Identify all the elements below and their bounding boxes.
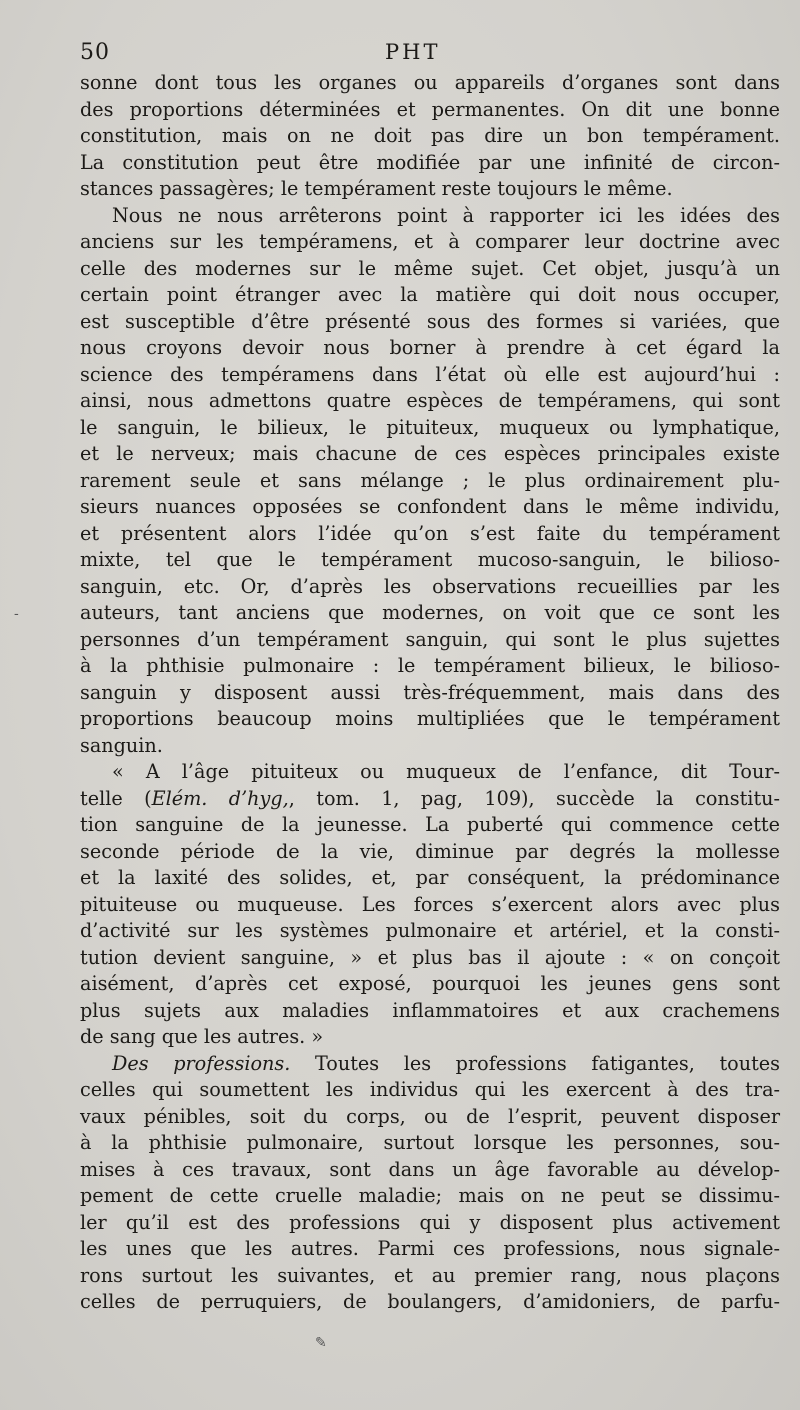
text-line: stances passagères; le tempérament reste toujours le même. (80, 177, 673, 200)
text-line: personnes d’un tempérament sanguin, qui sont le plus sujettes (80, 627, 780, 651)
ink-speck-mark: ✎ (315, 1335, 327, 1351)
text-line: de sang que les autres. » (80, 1025, 324, 1048)
text-line: constitution, mais on ne doit pas dire un bon tempérament. (80, 124, 780, 147)
text-line: sanguin y disposent aussi très-fréquemment, mais dans des (80, 680, 780, 704)
text-line: sanguin, etc. Or, d’après les observations recueillies par les (80, 574, 780, 598)
text-line: sanguin. (80, 733, 163, 757)
running-head: PHT (385, 40, 441, 64)
body-text (80, 70, 780, 1316)
text-line: pement de cette cruelle maladie; mais on ne peut se dissimu- (80, 1184, 780, 1207)
text-line (80, 1051, 780, 1078)
text-line: celle des modernes sur le même sujet. Cet objet, jusqu’à un (80, 256, 780, 280)
text-line: science des tempéramens dans l’état où elle est aujourd’hui : (80, 362, 780, 386)
text-line: à la phthisie pulmonaire : le tempérament bilieux, le bilioso- (80, 654, 780, 677)
text-line: d’activité sur les systèmes pulmonaire et artériel, et la consti- (80, 919, 780, 942)
text-line: ler qu’il est des professions qui y disposent plus activement (80, 1210, 780, 1234)
text-line: rarement seule et sans mélange ; le plus ordinairement plu- (80, 468, 780, 492)
text-line: rons surtout les suivantes, et au premier rang, nous plaçons (80, 1263, 780, 1287)
text-line: sieurs nuances opposées se confondent dans le même individu, (80, 495, 780, 518)
text-line (80, 786, 780, 813)
italic-text-segment: Des professions. (112, 1051, 291, 1075)
italic-text-segment: Elém. d’hyg, (151, 786, 289, 810)
text-line: certain point étranger avec la matière qui doit nous occuper, (80, 283, 780, 306)
text-line: à la phthisie pulmonaire, surtout lorsque les personnes, sou- (80, 1131, 780, 1154)
text-line: auteurs, tant anciens que modernes, on voit que ce sont les (80, 601, 780, 624)
text-segment: telle ( (80, 786, 152, 810)
text-line: vaux pénibles, soit du corps, ou de l’esprit, peuvent disposer (80, 1104, 780, 1128)
text-line: plus sujets aux maladies inflammatoires et aux crachemens (80, 998, 780, 1022)
text-line: sonne dont tous les organes ou appareils d’organes sont dans (80, 71, 780, 94)
text-line: et le nerveux; mais chacune de ces espèces principales existe (80, 442, 780, 465)
text-line: les unes que les autres. Parmi ces professions, nous signale- (80, 1237, 780, 1260)
text-line: celles qui soumettent les individus qui les exercent à des tra- (80, 1078, 780, 1101)
text-line: mises à ces travaux, sont dans un âge favorable au dévelop- (80, 1157, 780, 1181)
margin-dash-mark: - (14, 606, 19, 622)
text-segment: Toutes les professions fatigantes, toutes (290, 1051, 780, 1075)
text-line: celles de perruquiers, de boulangers, d’amidoniers, de parfu- (80, 1290, 780, 1313)
text-line: seconde période de la vie, diminue par degrés la mollesse (80, 839, 780, 863)
page-header (80, 40, 780, 74)
text-line: est susceptible d’être présenté sous des formes si variées, que (80, 309, 780, 333)
text-line: La constitution peut être modifiée par une infinité de circon- (80, 150, 780, 174)
text-line: tion sanguine de la jeunesse. La puberté qui commence cette (80, 813, 780, 836)
text-line: pituiteuse ou muqueuse. Les forces s’exercent alors avec plus (80, 892, 780, 916)
text-line: et présentent alors l’idée qu’on s’est faite du tempérament (80, 521, 780, 545)
text-line: le sanguin, le bilieux, le pituiteux, muqueux ou lymphatique, (80, 415, 780, 439)
text-line (80, 759, 780, 786)
page-number: 50 (80, 40, 110, 65)
text-line: ainsi, nous admettons quatre espèces de tempéramens, qui sont (80, 389, 780, 412)
text-line: anciens sur les tempéramens, et à comparer leur doctrine avec (80, 230, 780, 253)
text-line: nous croyons devoir nous borner à prendre à cet égard la (80, 336, 780, 359)
text-segment: « A l’âge pituiteux ou muqueux de l’enfance, dit Tour- (112, 760, 780, 783)
text-segment: , tom. 1, pag, 109), succède la constitu- (288, 786, 780, 810)
text-line: tution devient sanguine, » et plus bas il ajoute : « on conçoit (80, 945, 780, 969)
text-line: proportions beaucoup moins multipliées que le tempérament (80, 707, 780, 730)
text-line: Nous ne nous arrêterons point à rapporter ici les idées des (112, 203, 780, 227)
text-line: mixte, tel que le tempérament mucoso-sanguin, le bilioso- (80, 548, 780, 571)
text-line: des proportions déterminées et permanentes. On dit une bonne (80, 97, 780, 121)
text-line: et la laxité des solides, et, par conséquent, la prédominance (80, 866, 780, 889)
text-line: aisément, d’après cet exposé, pourquoi les jeunes gens sont (80, 972, 780, 995)
